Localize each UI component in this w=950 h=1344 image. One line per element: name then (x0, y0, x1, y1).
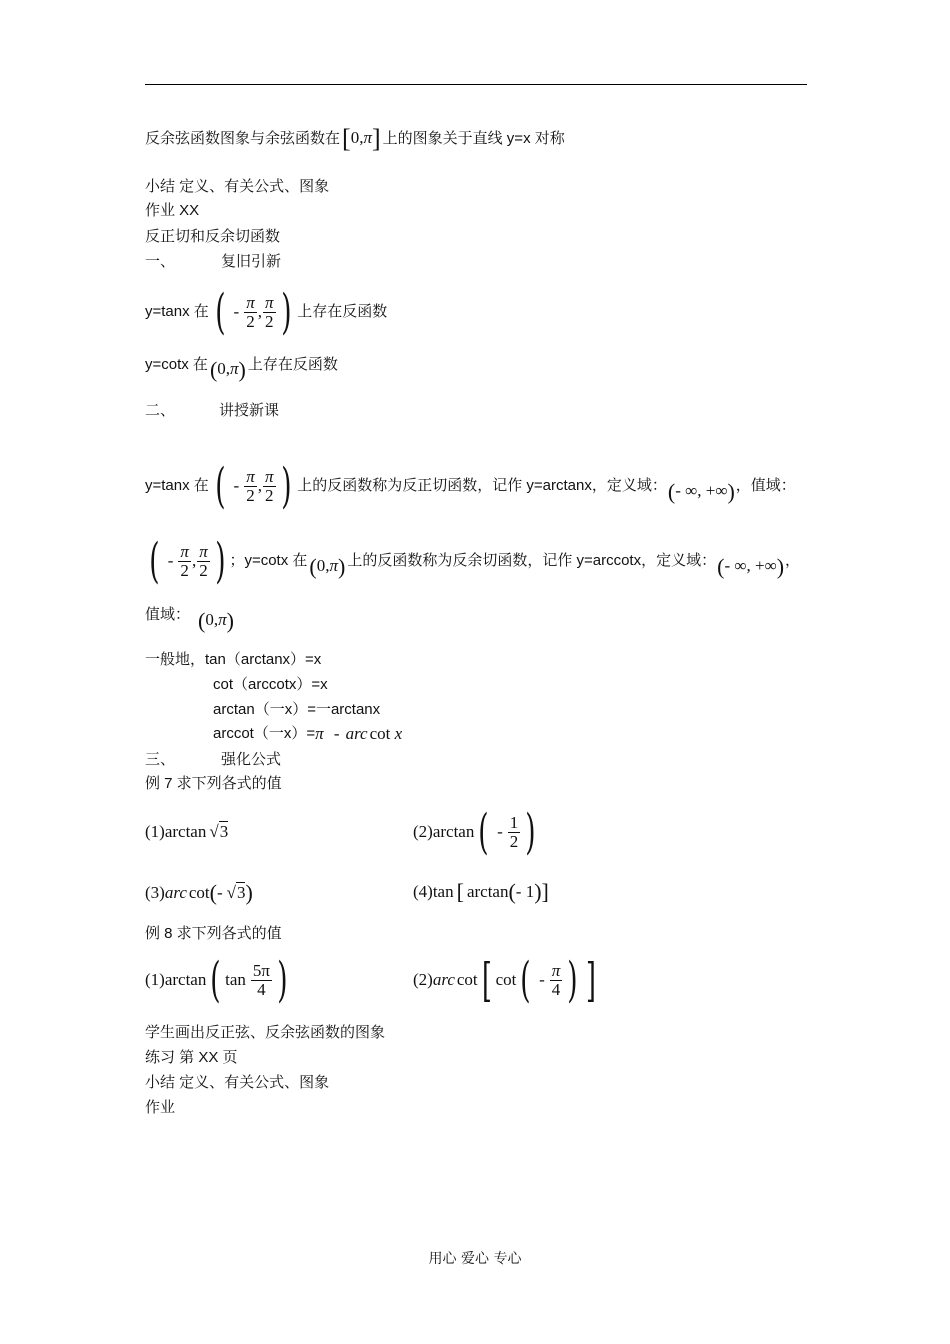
section-1 (145, 252, 281, 272)
section-2 (145, 401, 279, 421)
text: arccot（一x）= (213, 725, 316, 742)
page-footer: 用心 爱心 专心 (428, 1251, 522, 1267)
section-number: 三、 (145, 751, 176, 768)
text: y=tanx 在 (145, 477, 209, 494)
text: ， (785, 552, 801, 569)
text: ，值域： (735, 477, 796, 494)
interval-neg-half-pi-half-pi: ( - $\frac{\pi}{2}$ , $\frac{\pi}{2}$ ) (149, 533, 226, 589)
interval-all-reals: (- ∞, +∞) (667, 479, 735, 505)
section-3 (145, 750, 281, 770)
formula-line (213, 724, 402, 744)
ex7-item-1: (1) arctan √ 3 (145, 821, 229, 841)
interval-closed-0-pi: [0,π] (342, 124, 381, 154)
ex8-item-2: (2) arc cot [ cot ( - $\frac{\pi}{4}$ ) ] (413, 952, 596, 1008)
text: 上的反函数称为反正切函数，记作 y=arctanx，定义域： (297, 477, 667, 494)
text: 上的图象关于直线 y=x 对称 (382, 129, 565, 147)
formula-line: 一般地，tan（arctanx）=x (145, 651, 322, 668)
summary-line: 小结 定义、有关公式、图象 (145, 178, 330, 195)
ex7-item-2: (2) arctan ( - $\frac{1}{2}$ ) (413, 804, 536, 860)
students-draw-line: 学生画出反正弦、反余弦函数的图象 (145, 1024, 386, 1041)
formula-line: cot（arccotx）=x (213, 676, 328, 693)
text: 值域： (145, 605, 191, 623)
section-title: 复旧引新 (221, 253, 282, 270)
ex7-item-3: (3) arc cot ( - √ 3 ) (145, 879, 253, 905)
formula-arccot-result: π - arc cot x (315, 724, 403, 743)
section-number: 二、 (145, 402, 176, 419)
homework-line: 作业 XX (145, 202, 200, 219)
section-title: 讲授新课 (219, 402, 280, 419)
arccot-definition (145, 533, 801, 589)
para-symmetry (145, 124, 565, 154)
ex8-item-1: (1) arctan ( tan $\frac{5\pi}{4}$ ) (145, 952, 288, 1008)
range-line (145, 604, 234, 634)
arctan-definition (145, 458, 796, 514)
interval-neg-half-pi-half-pi: ( - $\frac{\pi}{2}$ , $\frac{\pi}{2}$ ) (214, 284, 292, 340)
interval-open-0-pi: (0,π) (209, 357, 246, 383)
text: 上的反函数称为反余切函数，记作 y=arccotx，定义域： (347, 552, 717, 569)
ex7-item-4: (4) tan [ arctan ( - 1 ) ] (413, 879, 549, 904)
interval-all-reals: (- ∞, +∞) (717, 554, 785, 580)
summary-line-2: 小结 定义、有关公式、图象 (145, 1074, 330, 1091)
text: ；y=cotx 在 (229, 552, 308, 569)
interval-neg-half-pi-half-pi: ( - $\frac{\pi}{2}$ , $\frac{\pi}{2}$ ) (214, 458, 292, 514)
header-rule (145, 84, 807, 85)
example-7-heading: 例 7 求下列各式的值 (145, 775, 282, 792)
text: 上存在反函数 (247, 355, 338, 373)
tan-exists-line (145, 284, 388, 340)
cot-exists-line (145, 354, 338, 383)
text: 反余弦函数图象与余弦函数在 (145, 129, 341, 147)
section-number: 一、 (145, 253, 176, 270)
section-title: 强化公式 (221, 751, 282, 768)
practice-line: 练习 第 XX 页 (145, 1049, 238, 1066)
homework-line-2: 作业 (145, 1099, 176, 1116)
example-8-heading: 例 8 求下列各式的值 (145, 925, 282, 942)
interval-open-0-pi: (0,π) (309, 554, 346, 580)
formula-line: arctan（一x）=一arctanx (213, 701, 381, 718)
text: y=cotx 在 (145, 355, 208, 373)
text: y=tanx 在 (145, 303, 209, 320)
interval-open-0-pi: (0,π) (198, 608, 234, 634)
text: 上存在反函数 (297, 303, 388, 320)
section-heading: 反正切和反余切函数 (145, 228, 281, 245)
